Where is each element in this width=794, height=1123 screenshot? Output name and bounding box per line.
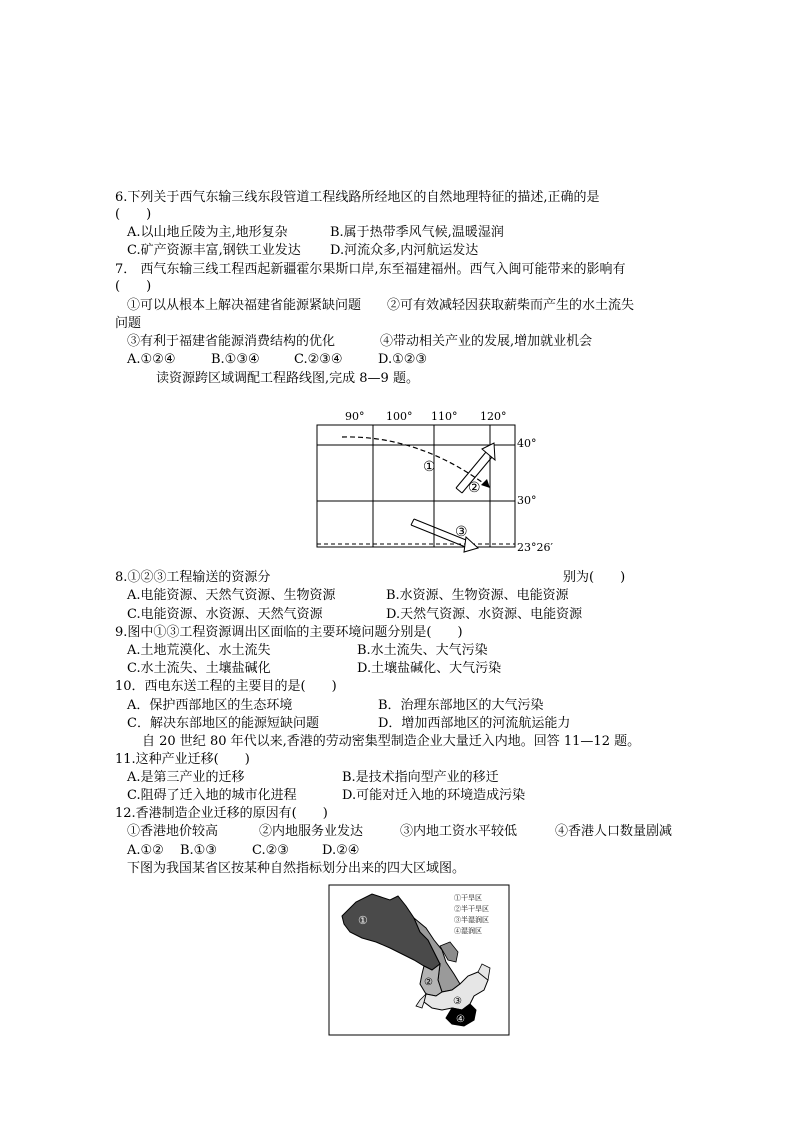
q6-answer-paren: ( ) (115, 207, 152, 222)
q12-option-c: C.②③ (252, 843, 289, 858)
q7-stem: 7． 西气东输三线工程西起新疆霍尔果斯口岸,东至福建福州。西气入闽可能带来的影响有 (115, 262, 626, 277)
q6-option-c: C.矿产资源丰富,钢铁工业发达 (127, 243, 301, 258)
q7-item-1: ①可以从根本上解决福建省能源紧缺问题 (127, 298, 362, 313)
q8-stem-end: 别为( ) (563, 570, 626, 585)
lat-label-tropic: 23°26′ (517, 541, 553, 554)
intro-q11-q12: 自 20 世纪 80 年代以来,香港的劳动密集型制造企业大量迁入内地。回答 11—12 题。 (142, 734, 641, 749)
q7-item-2: ②可有效减轻因获取薪柴而产生的水土流失 (387, 298, 635, 313)
resource-route-map (310, 405, 553, 565)
q12-item-3: ③内地工资水平较低 (400, 824, 518, 839)
q7-item-2-cont: 问题 (115, 316, 142, 331)
legend-item-2: ②半干旱区 (454, 905, 489, 913)
lat-label-40: 40° (517, 437, 537, 450)
q11-option-c: C.阻碍了迁入地的城市化进程 (127, 788, 297, 803)
q10-option-b: B．治理东部地区的大气污染 (378, 698, 544, 713)
region-label-4: ④ (456, 1014, 465, 1025)
q12-option-b: B.①③ (180, 843, 217, 858)
lon-label-90: 90° (345, 410, 365, 423)
lon-label-120: 120° (480, 410, 507, 423)
route-dashed-arrowhead (481, 479, 490, 488)
q11-option-b: B.是技术指向型产业的移迁 (342, 770, 499, 785)
q8-stem: 8.①②③工程输送的资源分 (115, 570, 271, 585)
intro-q8-q9: 读资源跨区域调配工程路线图,完成 8—9 题。 (156, 371, 419, 386)
q7-option-d: D.①②③ (378, 352, 428, 367)
q9-option-a: A.土地荒漠化、水土流失 (127, 643, 271, 658)
region-label-1: ① (358, 914, 368, 927)
lon-label-110: 110° (431, 410, 458, 423)
q7-option-b: B.①③④ (211, 352, 260, 367)
q6-stem: 6.下列关于西气东输三线东段管道工程线路所经地区的自然地理特征的描述,正确的是 (115, 190, 600, 205)
q7-option-c: C.②③④ (294, 352, 343, 367)
q7-option-a: A.①②④ (127, 352, 176, 367)
q12-option-a: A.①② (127, 843, 164, 858)
q11-stem: 11.这种产业迁移( ) (115, 752, 250, 767)
q6-option-a: A.以山地丘陵为主,地形复杂 (127, 225, 288, 240)
q9-option-b: B.水土流失、大气污染 (357, 643, 488, 658)
q12-item-2: ②内地服务业发达 (259, 824, 364, 839)
province-region-map (328, 884, 510, 1036)
q8-option-d: D.天然气资源、水资源、电能资源 (386, 607, 583, 622)
q7-answer-paren: ( ) (115, 279, 152, 294)
q10-option-c: C．解决东部地区的能源短缺问题 (127, 716, 319, 731)
region-label-3: ③ (453, 996, 462, 1007)
q6-option-d: D.河流众多,内河航运发达 (330, 243, 479, 258)
q11-option-a: A.是第三产业的迁移 (127, 770, 245, 785)
q8-option-a: A.电能资源、天然气资源、生物资源 (127, 588, 336, 603)
legend-item-4: ④湿润区 (454, 927, 482, 935)
q10-option-a: A．保护西部地区的生态环境 (127, 698, 293, 713)
q8-option-b: B.水资源、生物资源、电能资源 (386, 588, 569, 603)
q10-stem: 10．西电东送工程的主要目的是( ) (115, 679, 337, 694)
q9-option-c: C.水土流失、土壤盐碱化 (127, 661, 271, 676)
q6-option-b: B.属于热带季风气候,温暖湿润 (330, 225, 504, 240)
route-label-1: ① (423, 459, 436, 475)
q10-option-d: D．增加西部地区的河流航运能力 (378, 716, 571, 731)
lon-label-100: 100° (386, 410, 413, 423)
route-label-2: ② (468, 480, 481, 496)
intro-region-map: 下图为我国某省区按某种自然指标划分出来的四大区域图。 (127, 861, 466, 876)
q8-option-c: C.电能资源、水资源、天然气资源 (127, 607, 323, 622)
legend-item-3: ③半湿润区 (454, 916, 489, 924)
route-label-3: ③ (455, 524, 468, 540)
q11-option-d: D.可能对迁入地的环境造成污染 (342, 788, 526, 803)
q12-option-d: D.②④ (322, 843, 360, 858)
q7-item-4: ④带动相关产业的发展,增加就业机会 (380, 334, 593, 349)
q12-item-1: ①香港地价较高 (127, 824, 219, 839)
q7-item-3: ③有利于福建省能源消费结构的优化 (127, 334, 336, 349)
region-label-2: ② (424, 977, 433, 988)
q12-stem: 12.香港制造企业迁移的原因有( ) (115, 806, 328, 821)
q9-option-d: D.土壤盐碱化、大气污染 (357, 661, 502, 676)
q12-item-4: ④香港人口数量剧减 (555, 824, 673, 839)
lat-label-30: 30° (517, 494, 537, 507)
q9-stem: 9.图中①③工程资源调出区面临的主要环境问题分别是( ) (115, 625, 463, 640)
legend-item-1: ①干旱区 (454, 894, 482, 902)
